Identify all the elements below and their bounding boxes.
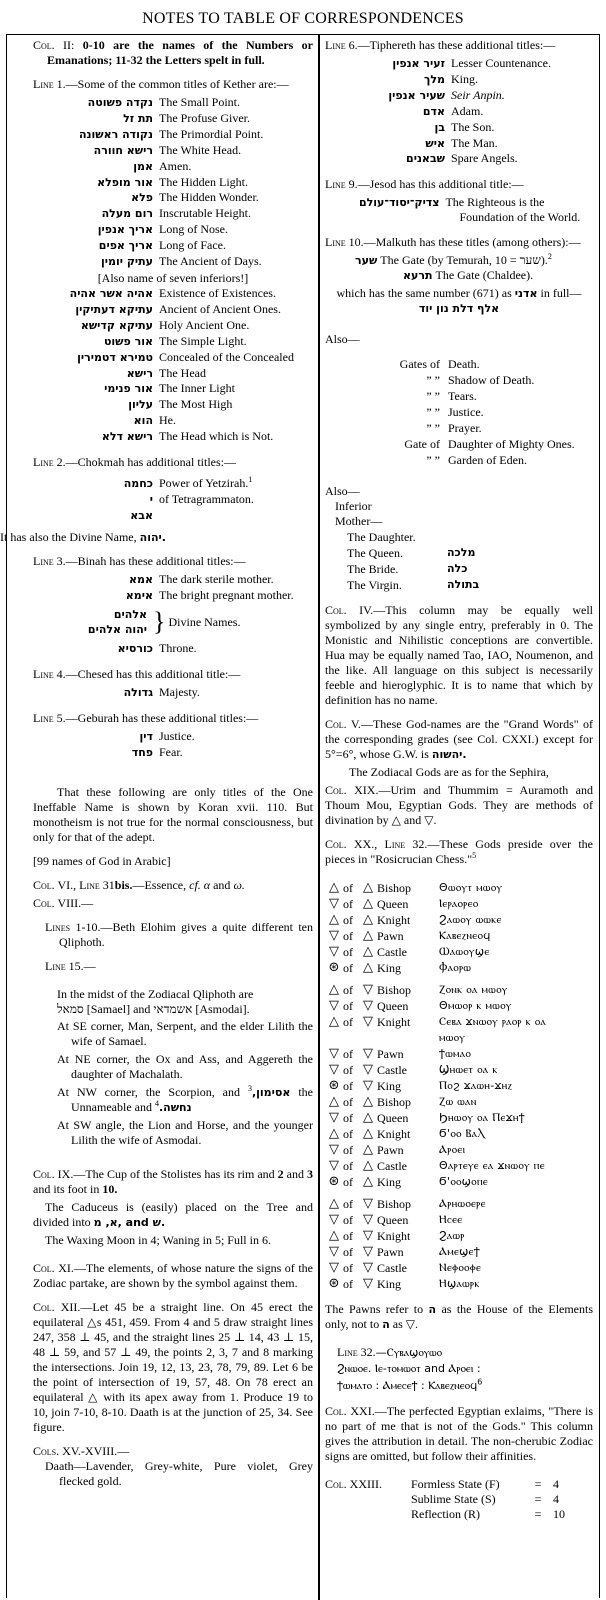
god-name: ϯⲱⲙⲁⲟ — [439, 1047, 472, 1061]
malkuth-gates: שער The Gate (by Temurah, שער = 10).$^2$ תרעא The Gate (Chaldee). — [355, 252, 552, 283]
piece-symbol-icon: ⊛ — [328, 1276, 340, 1292]
piece-symbol-icon: ▽ — [329, 1142, 339, 1158]
piece-symbol-icon: ▽ — [329, 928, 339, 944]
piece-symbol-icon: △ — [329, 1094, 339, 1110]
chess-row — [325, 998, 593, 1014]
piece-name: Knight — [377, 1127, 411, 1142]
chess-row — [325, 1276, 593, 1292]
element-symbol-icon: △ — [363, 1094, 373, 1110]
pawns-note: The Pawns refer to ה as the House of the Elements only, not to ה as ▽. — [325, 1302, 594, 1332]
of-label: of — [343, 945, 353, 960]
piece-symbol-icon: △ — [329, 880, 339, 896]
element-symbol-icon: ▽ — [363, 1276, 373, 1292]
element-symbol-icon: ▽ — [363, 1196, 373, 1212]
chess-row — [325, 944, 593, 960]
element-symbol-icon: ▽ — [363, 1244, 373, 1260]
list-item: נקדה פשוטה The Small Point. — [87, 95, 240, 109]
god-name: Ⲱⲁⲱⲟⲩϣⲉ — [439, 945, 490, 959]
of-label: of — [343, 1015, 353, 1030]
god-name: Ⲕⲁⲃⲉⲍⲛⲉⲟϥ — [439, 929, 491, 943]
chess-row — [325, 1126, 593, 1142]
chess-row — [325, 1046, 593, 1062]
piece-name: Knight — [377, 913, 411, 928]
piece-name: Pawn — [377, 929, 404, 944]
piece-name: King — [377, 961, 401, 976]
list-item: The Bride. כלה — [347, 562, 468, 577]
list-item: דין Justice. — [139, 729, 195, 744]
list-item: ” ” Tears. — [426, 389, 477, 404]
list-item: Gates of Death. — [399, 357, 480, 372]
god-name: Ϭ'ⲟⲟ ⲂⲁⲖ — [439, 1127, 485, 1141]
element-symbol-icon: △ — [363, 1158, 373, 1174]
element-symbol-icon: ▽ — [363, 1078, 373, 1094]
list-item: עתיק יומין The Ancient of Days. — [101, 254, 262, 269]
chess-row — [325, 912, 593, 928]
jesod-title: צדיק־יסוד־עולם The Righteous is the Foundation of the World. — [358, 195, 581, 225]
of-label — [343, 1030, 359, 1046]
list-item: פלא The Hidden Wonder. — [131, 190, 259, 205]
list-item: פחד Fear. — [131, 745, 183, 760]
list-item: אור מופלא The Hidden Light. — [97, 174, 248, 189]
element-symbol-icon: ▽ — [363, 982, 373, 998]
line2-note: Line 2.—Chokmah has additional titles:— — [33, 455, 236, 470]
piece-name: Bishop — [377, 1095, 412, 1110]
of-label: of — [343, 913, 353, 928]
piece-name: Queen — [377, 999, 409, 1014]
piece-name: Castle — [377, 1063, 407, 1078]
piece-symbol-icon: △ — [329, 912, 339, 928]
list-item: רום מעלה Inscrutable Height. — [101, 206, 251, 221]
list-item: אדם Adam. — [422, 103, 484, 118]
list-item: אמן Amen. — [133, 158, 192, 173]
list-item: אריך אפים Long of Face. — [98, 238, 226, 253]
list-item: זעיר אנפין Lesser Countenance. — [392, 56, 551, 70]
of-label: of — [343, 897, 353, 912]
col6-note: Col. VI., Line 31bis.—Essence, cf. α and ω. — [33, 878, 245, 892]
god-name: Ⲥⲉⲃⲁ ϫⲛⲱⲟⲩ ⲣⲁⲟⲣ ⲕ ⲟⲁ — [439, 1015, 547, 1029]
col20-note: Col. XX., Line 32.—These Gods preside over the pieces in "Rosicrucian Chess."$^5$ — [325, 837, 593, 867]
of-label: of — [343, 1079, 353, 1094]
list-item: עליון The Most High — [128, 397, 233, 412]
piece-name: Knight — [377, 1015, 411, 1030]
list-item: י of Tetragrammaton. — [149, 491, 254, 506]
piece-symbol-icon: ▽ — [329, 944, 339, 960]
god-name: Ϭ'ⲟⲟϣⲟⲡⲉ — [439, 1175, 489, 1189]
piece-name: Bishop — [377, 881, 412, 896]
god-name: Ⲏⲥⲉⲉ — [439, 1213, 463, 1227]
list-item: רישא חוורה The White Head. — [93, 142, 242, 157]
col4-note: Col. IV.—This column may be equally well symbolized by any single entry, preferably in 0. The Monistic and Nihilistic conceptions are convertible. Hua may be equally named Tao, IAO, Noumenon, and the like. All language on this subject is necessarily feeble and hieroglyphic. It is to name that which by definition has no name. — [325, 603, 593, 708]
piece-symbol-icon: ▽ — [329, 1260, 339, 1276]
col12-note: Col. XII.—Let 45 be a straight line. On 45 erect the equilateral △s 451, 459. From 4 and 5 draw straight lines 247, 358 ⊥ 45, and the straight lines 25 ⊥ 14, 43 ⊥ 15, 48 ⊥ 59, and 57 ⊥ 49, the points 2, 3, 7 and 8 marking the intersections. Join 19, 12, 13, 23, 78, 79, 89. Let 6 be the point of intersection of 19, 57, 48. On 78 erect an equilateral △ with its apex away from 1. Produce 19 to 10, join 7-10, 8-10. Daath is at the junction of 25, 34. See figure. — [33, 1300, 314, 1434]
piece-symbol-icon: △ — [329, 1014, 339, 1030]
line10-note: Line 10.—Malkuth has these titles (among others):— — [325, 235, 581, 250]
chokmah-titles — [33, 476, 313, 524]
of-label: of — [343, 1111, 353, 1126]
list-item: שעיר אנפין Seir Anpin. — [388, 87, 505, 102]
piece-symbol-icon: ▽ — [329, 1158, 339, 1174]
col23-note: Col. XXIII. Formless State (F) = 4 Sublime State (S) = 4 Reflection (R) = 10 — [325, 1477, 565, 1522]
piece-name: Castle — [377, 945, 407, 960]
of-label: of — [343, 1127, 353, 1142]
chess-row — [325, 982, 593, 998]
element-symbol-icon: △ — [363, 880, 373, 896]
brace-icon: } — [153, 607, 166, 637]
list-item: אהיה אשר אהיה Existence of Existences. — [69, 285, 276, 300]
chess-row — [325, 1062, 593, 1078]
chess-row — [325, 1094, 593, 1110]
list-item: אריך אנפין Long of Nose. — [97, 222, 228, 237]
binah-titles — [33, 572, 313, 658]
piece-symbol-icon: ▽ — [329, 1212, 339, 1228]
line3-note: Line 3.—Binah has these additional titles:— — [33, 553, 246, 568]
chess-group-1 — [325, 880, 593, 976]
of-label: of — [343, 1197, 353, 1212]
element-symbol-icon: △ — [363, 944, 373, 960]
of-label: of — [343, 1063, 353, 1078]
piece-name: Queen — [377, 1213, 409, 1228]
piece-symbol-icon: ▽ — [329, 998, 339, 1014]
element-symbol-icon — [359, 1030, 377, 1046]
of-label: of — [343, 1261, 353, 1276]
col19-note: Col. XIX.—Urim and Thummim = Auramoth and Thoum Mou, Egyptian Gods. They are methods of divination by △ and ▽. — [325, 783, 593, 828]
chess-row — [325, 1014, 593, 1030]
element-symbol-icon: △ — [363, 1174, 373, 1190]
element-symbol-icon: △ — [363, 912, 373, 928]
element-symbol-icon: △ — [363, 1142, 373, 1158]
piece-symbol-icon: ▽ — [329, 896, 339, 912]
element-symbol-icon: ▽ — [363, 1046, 373, 1062]
line4-note: Line 4.—Chesed has this additional title:— — [33, 667, 241, 682]
list-item: אור פשוט The Simple Light. — [103, 333, 247, 348]
piece-name: Pawn — [377, 1143, 404, 1158]
god-name: Θⲙⲱⲟⲣ ⲕ ⲙⲱⲟⲩ — [439, 999, 512, 1013]
table-row: Formless State (F) = 4 — [411, 1477, 559, 1492]
god-name: Ⲓⲉⲣⲁⲟⲣⲉⲟ — [439, 897, 479, 911]
inferior-label: Inferior — [335, 499, 372, 514]
piece-name: Castle — [377, 1159, 407, 1174]
also-label: Also— — [325, 332, 360, 347]
chess-row — [325, 1078, 593, 1094]
list-item: אימא The bright pregnant mother. — [125, 587, 294, 602]
piece-symbol-icon — [325, 1030, 343, 1046]
god-name: Ⲁⲣⲟⲉⲓ — [439, 1143, 466, 1157]
chess-row — [325, 1142, 593, 1158]
mother-list — [325, 545, 593, 593]
piece-symbol-icon: ⊛ — [328, 960, 340, 976]
list-item: איש The Man. — [425, 135, 498, 150]
col15-note: Cols. XV.-XVIII.— — [33, 1444, 130, 1458]
piece-name: Queen — [377, 1111, 409, 1126]
god-name: Ⲛⲉⲫⲟⲟⲫⲉ — [439, 1261, 482, 1275]
list-item: ” ” Justice. — [426, 405, 484, 420]
caduceus-note: The Caduceus is (easily) placed on the Tree and divided into א, מ, and ש. — [33, 1200, 313, 1229]
god-name: Ⲍⲟⲛⲕ ⲟⲁ ⲙⲱⲟⲩ — [439, 983, 508, 997]
list-item: The Queen. מלכה — [347, 546, 476, 561]
god-name: Ⲍⲱ ⲱⲁⲛ — [439, 1095, 477, 1109]
chess-row — [325, 1196, 593, 1212]
line15-note: Line 15.— — [45, 959, 96, 973]
daath-colors: Daath—Lavender, Grey-white, Pure violet, Grey flecked gold. — [45, 1459, 313, 1488]
of-label: of — [343, 1213, 353, 1228]
arabic-note: [99 names of God in Arabic] — [33, 854, 171, 868]
table-row: Reflection (R) = 10 — [411, 1507, 565, 1522]
piece-symbol-icon: △ — [329, 1196, 339, 1212]
chess-row — [325, 928, 593, 944]
list-item: ” ” Garden of Eden. — [426, 453, 527, 468]
adonai-full: אלף דלת נון יוד — [418, 302, 500, 316]
qliphoth-block: In the midst of the Zodiacal Qliphoth are סמאל [Samael] and אשמדאי [Asmodai]. At SE corner, Man, Serpent, and the elder Lilith the wife of Samael. At NE corner, the Ox and Ass, and Aggereth the daughter of Machalath. At NW corner, the Scorpion, and אסימון,$^3$ the Unnameable and נחשה.$^4$ At SW angle, the Lion and Horse, and the younger Lilith the wife of Asmodai. — [57, 987, 313, 1147]
element-symbol-icon: ▽ — [363, 1212, 373, 1228]
piece-symbol-icon: △ — [329, 1126, 339, 1142]
list-item: רישא דלא The Head which is Not. — [101, 429, 274, 444]
list-item: אור פנימי The Inner Light — [104, 381, 235, 396]
of-label: of — [343, 1229, 353, 1244]
of-label: of — [343, 999, 353, 1014]
piece-name: Knight — [377, 1229, 411, 1244]
god-name: Ⲁⲙⲉϣⲉϯ — [439, 1245, 481, 1259]
same-number: which has the same number (671) as אדני in full— — [336, 286, 582, 301]
chess-row — [325, 1030, 593, 1046]
list-item: טמירא דטמירין Concealed of the Concealed — [77, 349, 294, 364]
line1-note: Line 1.—Some of the common titles of Kether are:— — [33, 77, 289, 91]
col2-note: Col. II: 0-10 are the names of the Numbers or Emanations; 11-32 the Letters spelt in full. — [33, 38, 314, 67]
chess-row — [325, 896, 593, 912]
list-item: כורסיא Throne. — [117, 641, 197, 656]
god-name: Ⲏϣⲁⲱⲣⲕ — [439, 1277, 480, 1291]
line6-note: Line 6.—Tiphereth has these additional titles:— — [325, 38, 556, 52]
zodiacal-gods-note: The Zodiacal Gods are as for the Sephira, — [349, 765, 549, 780]
element-symbol-icon: ▽ — [363, 1260, 373, 1276]
god-name: Θⲱⲟⲩⲧ ⲙⲱⲟⲩ — [439, 881, 503, 895]
list-item: בן The Son. — [434, 119, 495, 134]
of-label: of — [343, 881, 353, 896]
element-symbol-icon: ▽ — [363, 1062, 373, 1078]
list-item: ” ” Prayer. — [426, 421, 482, 436]
of-label: of — [343, 983, 353, 998]
piece-name: Pawn — [377, 1245, 404, 1260]
piece-symbol-icon: ▽ — [329, 1062, 339, 1078]
god-name: ⲙⲱⲟⲩ — [439, 1031, 466, 1045]
element-symbol-icon: ▽ — [363, 1228, 373, 1244]
piece-symbol-icon: ▽ — [329, 1110, 339, 1126]
of-label: of — [343, 1047, 353, 1062]
piece-symbol-icon: ▽ — [329, 1244, 339, 1260]
page-title: NOTES TO TABLE OF CORRESPONDENCES — [142, 10, 464, 27]
piece-name: Castle — [377, 1261, 407, 1276]
piece-symbol-icon: △ — [329, 982, 339, 998]
piece-symbol-icon: ▽ — [329, 1046, 339, 1062]
line5-note: Line 5.—Geburah has these additional titles:— — [33, 711, 259, 726]
element-symbol-icon: ▽ — [363, 1014, 373, 1030]
chess-row — [325, 1174, 593, 1190]
list-item: עתיקא דעתיקין Ancient of Ancient Ones. — [75, 301, 281, 316]
element-symbol-icon: △ — [363, 1126, 373, 1142]
kether-titles — [33, 95, 313, 445]
lines1-10-note: Lines 1-10.—Beth Elohim gives a quite different ten Qliphoth. — [45, 920, 313, 949]
piece-name: King — [377, 1277, 401, 1292]
chess-group-2 — [325, 982, 593, 1190]
of-label: of — [343, 1277, 353, 1292]
tiphereth-titles — [325, 56, 593, 167]
list-item: גדולה Majesty. — [123, 685, 200, 700]
god-name: Ⲡⲟϩ ϫⲁⲱⲏ-ϫⲏⲍ — [439, 1079, 513, 1093]
chess-row — [325, 960, 593, 976]
divine-names-group: אלהים יהוה אלהים } Divine Names. — [87, 607, 241, 637]
koran-note: That these following are only titles of the One Ineffable Name is shown by Koran xvii. 110. But monotheism is not true for the normal consciousness, but only for that of the adept. — [33, 785, 313, 844]
gates-list — [325, 356, 593, 468]
god-name: Θⲁⲣⲧⲉⲩⲉ ⲉⲁ ϫⲛⲱⲟⲩ ⲡⲉ — [439, 1159, 545, 1173]
piece-symbol-icon: ⊛ — [328, 1078, 340, 1094]
piece-name: King — [377, 1175, 401, 1190]
of-label: of — [343, 1245, 353, 1260]
piece-name: Pawn — [377, 1047, 404, 1062]
element-symbol-icon: △ — [363, 1110, 373, 1126]
of-label: of — [343, 1095, 353, 1110]
of-label: of — [343, 929, 353, 944]
of-label: of — [343, 1159, 353, 1174]
chess-group-3 — [325, 1196, 593, 1292]
chess-row — [325, 1110, 593, 1126]
piece-name: Bishop — [377, 1197, 412, 1212]
moon-note: The Waxing Moon in 4; Waning in 5; Full in 6. — [45, 1233, 271, 1247]
piece-name: King — [377, 1079, 401, 1094]
right-column — [325, 38, 593, 1522]
god-name: Ϣⲏⲱⲉⲧ ⲟⲁ ⲕ — [439, 1063, 498, 1077]
chess-row — [325, 1228, 593, 1244]
mother-label: Mother— — [335, 514, 383, 529]
list-item: ” ” Shadow of Death. — [426, 373, 535, 388]
of-label: of — [343, 1175, 353, 1190]
god-name: Ϩⲁⲱⲣ — [439, 1229, 465, 1243]
list-item: מלך King. — [424, 71, 478, 86]
piece-symbol-icon: △ — [329, 1228, 339, 1244]
element-symbol-icon: △ — [363, 960, 373, 976]
list-item: אמא The dark sterile mother. — [129, 571, 274, 586]
god-name: Ϩⲁⲱⲟⲩ ⲱⲱⲕⲉ — [439, 913, 502, 927]
col8-note: Col. VIII.— — [33, 896, 94, 910]
left-column — [0, 38, 314, 1492]
element-symbol-icon: △ — [363, 928, 373, 944]
chess-row — [325, 1244, 593, 1260]
piece-name — [377, 1030, 439, 1046]
col21-note: Col. XXI.—The perfected Egyptian exlaims, "There is no part of me that is not of the Gods." This column gives the attribution in detail. The non-cherubic Zodiac signs are omitted, but follow their affinities. — [325, 1404, 593, 1464]
col5-note: Col. V.—These God-names are the "Grand Words" of the corresponding grades (see Col. CXXI.) except for 5°=6°, whose G.W. is יהשוה. — [325, 717, 593, 762]
list-item: כחמה Power of Yetzirah.$^1$ — [123, 475, 253, 491]
of-label: of — [343, 961, 353, 976]
element-symbol-icon: ▽ — [363, 998, 373, 1014]
chess-row — [325, 1158, 593, 1174]
daughter-label: The Daughter. — [347, 530, 416, 545]
list-item: שבאנים Spare Angels. — [406, 151, 518, 166]
inferiors-note: [Also name of seven inferiors!] — [97, 270, 249, 285]
god-name: Ϧⲏⲱⲟⲩ ⲟⲁ Ⲡⲉϫⲏϯ — [439, 1111, 525, 1125]
list-item: Gate of Daughter of Mighty Ones. — [404, 437, 575, 452]
line9-note: Line 9.—Jesod has this additional title:— — [325, 177, 524, 192]
piece-symbol-icon: ⊛ — [328, 1174, 340, 1190]
god-name: Ⲫⲁⲟⲣⲱ — [439, 961, 472, 975]
list-item: The Virgin. בתולה — [347, 578, 480, 593]
col9-note: Col. IX.—The Cup of the Stolistes has its rim and 2 and 3 and its foot in 10. — [33, 1167, 313, 1196]
chess-row — [325, 1260, 593, 1276]
chess-row — [325, 1212, 593, 1228]
column-divider — [318, 34, 320, 1600]
list-item: נקודה ראשונה The Primordial Point. — [78, 126, 264, 141]
table-row: Sublime State (S) = 4 — [411, 1492, 559, 1507]
divine-name: It has also the Divine Name, יהוה. — [0, 529, 166, 544]
list-item: תת זל The Profuse Giver. — [123, 110, 250, 125]
piece-name: Queen — [377, 897, 409, 912]
piece-name: Bishop — [377, 983, 412, 998]
line32-note: Line 32.—Ⲥⲩⲃⲁϣⲟⲩⲱⲟ Ϩⲛⲱⲟⲉ. Ⲓⲉ-ⲧⲟⲙⲱⲟⲧ and Ⲁⲣⲟⲉⲓ : ϯⲱⲙⲁⲧⲟ : Ⲁⲙⲉⲥⲉϯ : Ⲕⲁⲃⲉⲍⲛⲉⲟϥ$^6$ — [337, 1345, 483, 1393]
element-symbol-icon: △ — [363, 896, 373, 912]
list-item: אבא — [130, 508, 153, 522]
chess-row — [325, 880, 593, 896]
col11-note: Col. XI.—The elements, of whose nature the signs of the Zodiac partake, are shown by the symbol against them. — [33, 1261, 313, 1290]
list-item: רישא The Head — [126, 365, 206, 380]
of-label: of — [343, 1143, 353, 1158]
list-item: הוא He. — [133, 413, 176, 428]
list-item: עתיקא קדישא Holy Ancient One. — [80, 317, 250, 332]
god-name: Ⲁⲣⲏⲱⲟⲉⲣⲉ — [439, 1197, 486, 1211]
also-label-2: Also— — [325, 484, 360, 499]
